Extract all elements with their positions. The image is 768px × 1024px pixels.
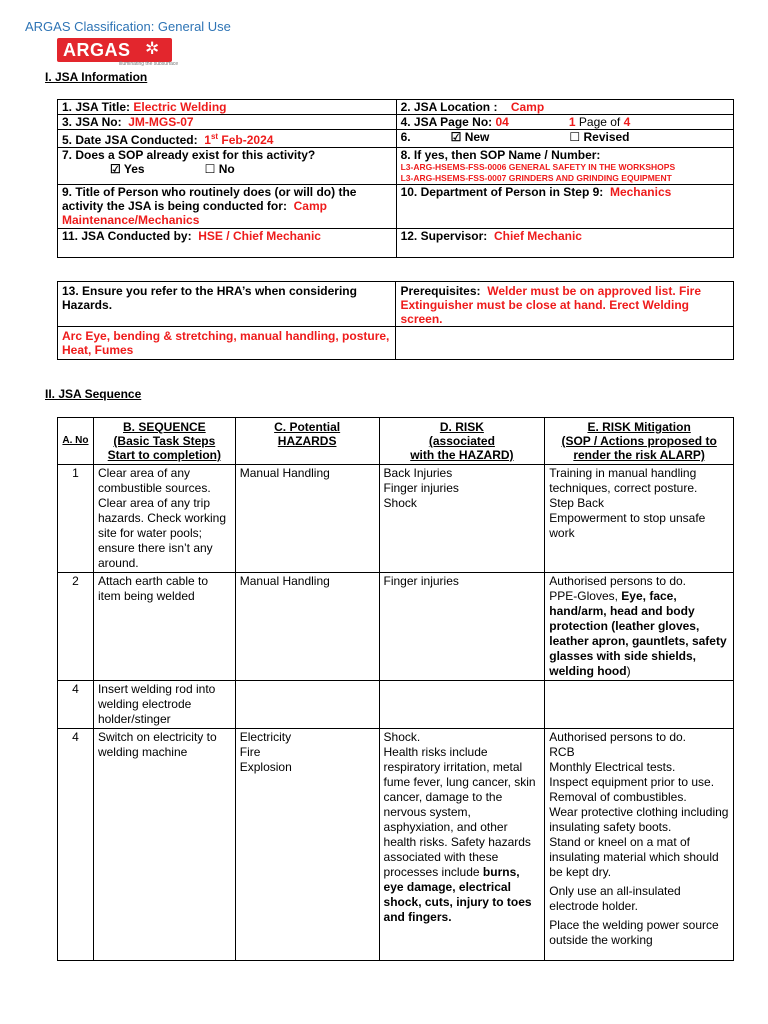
sop-name-cell: 8. If yes, then SOP Name / Number: L3-ARG-HSEMS-FSS-0006 GENERAL SAFETY IN THE WORKSHOPS L3-ARG-HSEMS-FSS-0007 GRINDERS AND GRINDING EQUIPMENT (396, 148, 733, 185)
hazards-list-cell: Arc Eye, bending & stretching, manual handling, posture, Heat, Fumes (58, 327, 396, 360)
jsa-location-value: Camp (510, 100, 545, 114)
department-value: Mechanics (609, 185, 672, 199)
new-checkbox[interactable]: ☑ (450, 130, 462, 144)
row-hazards: Electricity Fire Explosion (235, 729, 379, 961)
info-row-3 (58, 130, 734, 148)
jsa-no-cell: 3. JSA No: JM-MGS-07 (58, 115, 397, 130)
sequence-header-row (58, 418, 734, 465)
row-sequence: Switch on electricity to welding machine (93, 729, 235, 961)
hazards-empty-cell (396, 327, 734, 360)
hazards-table (57, 281, 734, 360)
supervisor-cell: 12. Supervisor: Chief Mechanic (396, 229, 733, 258)
jsa-info-table (57, 99, 734, 258)
yes-checkbox[interactable]: ☑ (110, 162, 121, 176)
row-number: 4 (58, 681, 94, 729)
row-number: 1 (58, 465, 94, 573)
department-cell: 10. Department of Person in Step 9: Mechanics (396, 185, 733, 229)
row-hazards: Manual Handling (235, 465, 379, 573)
conducted-by-value: HSE / Chief Mechanic (198, 229, 321, 243)
row-hazards (235, 681, 379, 729)
row-mitigation: Authorised persons to do. PPE-Gloves, Eye, face, hand/arm, head and body protection (leather gloves, leather apron, gauntlets, safety glasses with side shields, welding hood) (545, 573, 734, 681)
row-sequence: Insert welding rod into welding electrode holder/stinger (93, 681, 235, 729)
row-sequence: Attach earth cable to item being welded (93, 573, 235, 681)
info-row-5 (58, 185, 734, 229)
argas-logo (57, 38, 179, 68)
row-mitigation: Authorised persons to do. RCB Monthly Electrical tests. Inspect equipment prior to use. Removal of combustibles. Wear protective clothing including insulating safety boots. Stand or kneel on a mat of insulating material which should be kept dry. Only use an all-insulated electrode holder. Place the welding power source outside the working (545, 729, 734, 961)
row-mitigation: Training in manual handling techniques, correct posture. Step Back Empowerment to stop unsafe work (545, 465, 734, 573)
hra-reference-cell: 13. Ensure you refer to the HRA’s when considering Hazards. (58, 282, 396, 327)
jsa-title-value: Electric Welding (133, 100, 227, 114)
prerequisites-cell: Prerequisites: Welder must be on approved list. Fire Extinguisher must be close at hand. Erect Welding screen. (396, 282, 734, 327)
sop-name-2: L3-ARG-HSEMS-FSS-0007 GRINDERS AND GRINDING EQUIPMENT (400, 173, 672, 183)
sop-name-1: L3-ARG-HSEMS-FSS-0006 GENERAL SAFETY IN THE WORKSHOPS (400, 162, 676, 172)
supervisor-value: Chief Mechanic (493, 229, 582, 243)
row-number: 2 (58, 573, 94, 681)
section-title-jsa-sequence: II. JSA Sequence (45, 387, 142, 401)
header-no: A. No (58, 418, 94, 465)
header-mitigation: E. RISK Mitigation (SOP / Actions proposed to render the risk ALARP) (545, 418, 734, 465)
header-sequence: B. SEQUENCE (Basic Task Steps Start to completion) (93, 418, 235, 465)
header-hazards: C. Potential HAZARDS (235, 418, 379, 465)
row-risk (379, 681, 545, 729)
table-row (58, 465, 734, 573)
jsa-no-value: JM-MGS-07 (128, 115, 194, 129)
revised-checkbox[interactable]: ☐ (569, 130, 581, 144)
info-row-4 (58, 148, 734, 185)
row-risk: Shock. Health risks include respiratory irritation, metal fume fever, lung cancer, skin cancer, damage to the nervous system, asphyxiation, and other health risks. Safety hazards associated with these processes include burns, eye damage, electrical shock, cuts, injury to toes and fingers. (379, 729, 545, 961)
jsa-page-cell: 4. JSA Page No: 04 1 Page of 4 (396, 115, 733, 130)
jsa-sequence-table (57, 417, 734, 961)
jsa-location-cell: 2. JSA Location : Camp (396, 100, 733, 115)
conducted-by-cell: 11. JSA Conducted by: HSE / Chief Mechanic (58, 229, 397, 258)
logo-brand: ARGAS (63, 40, 131, 60)
header-risk: D. RISK (associated with the HAZARD) (379, 418, 545, 465)
logo-star-icon: ✲ (145, 39, 160, 58)
new-revised-cell: 6. ☑ New ☐ Revised (396, 130, 733, 148)
row-risk: Back Injuries Finger injuries Shock (379, 465, 545, 573)
row-risk: Finger injuries (379, 573, 545, 681)
section-title-jsa-information: I. JSA Information (45, 70, 148, 84)
date-cell: 5. Date JSA Conducted: 1st Feb-2024 (58, 130, 397, 148)
table-row (58, 729, 734, 961)
row-mitigation (545, 681, 734, 729)
person-title-cell: 9. Title of Person who routinely does (or will do) the activity the JSA is being conducted for: Camp Maintenance/Mechanics (58, 185, 397, 229)
sop-exists-cell: 7. Does a SOP already exist for this activity? ☑ Yes ☐ No (58, 148, 397, 185)
table-row (58, 681, 734, 729)
info-row-2 (58, 115, 734, 130)
person-title-value: Camp Maintenance/Mechanics (62, 199, 327, 227)
info-row-6 (58, 229, 734, 258)
no-checkbox[interactable]: ☐ (204, 162, 216, 176)
table-row (58, 573, 734, 681)
row-sequence: Clear area of any combustible sources. Clear area of any trip hazards. Check working site for water pools; ensure there isn’t any around. (93, 465, 235, 573)
jsa-title-cell: 1. JSA Title: Electric Welding (58, 100, 397, 115)
prerequisites-value: Welder must be on approved list. Fire Extinguisher must be close at hand. Erect Welding screen. (400, 284, 702, 326)
row-hazards: Manual Handling (235, 573, 379, 681)
row-number: 4 (58, 729, 94, 961)
logo-tagline: illuminating the subsurface (119, 61, 179, 67)
info-row-1 (58, 100, 734, 115)
classification-label: ARGAS Classification: General Use (25, 19, 231, 34)
